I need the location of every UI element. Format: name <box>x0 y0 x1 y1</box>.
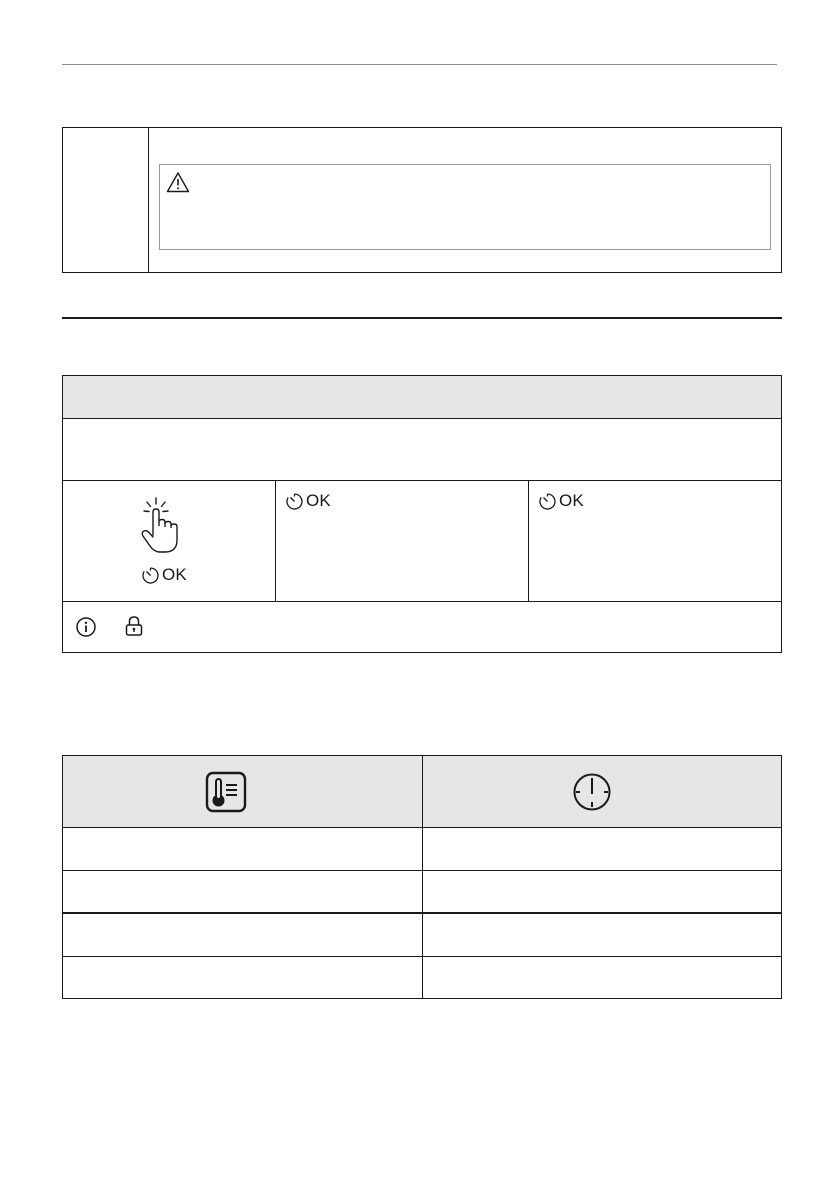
clock-icon <box>572 772 612 812</box>
timer-ok-label: OK <box>538 491 584 511</box>
info-icon <box>75 616 97 638</box>
top-rule <box>62 64 777 65</box>
timer-ok-label: OK <box>285 491 331 511</box>
steps-table-step-row <box>63 481 781 602</box>
column-divider <box>148 128 149 272</box>
section-rule <box>62 317 782 319</box>
touch-hand-icon <box>138 497 180 555</box>
table-row <box>63 871 781 914</box>
warning-triangle-icon <box>166 171 190 193</box>
timer-icon <box>285 492 304 511</box>
steps-table-description-row <box>63 419 781 481</box>
steps-table-header <box>63 376 781 419</box>
lock-icon <box>124 615 144 637</box>
timer-ok-label: OK <box>141 565 187 585</box>
cell-divider <box>528 481 529 601</box>
settings-table <box>62 755 782 999</box>
steps-table <box>62 375 782 653</box>
table-row <box>63 957 781 1000</box>
warning-table <box>62 127 782 273</box>
warning-box <box>159 164 771 250</box>
cell-divider <box>275 481 276 601</box>
table-row <box>63 828 781 871</box>
thermometer-display-icon <box>205 771 247 813</box>
steps-table-note-row <box>63 602 781 652</box>
table-row <box>63 914 781 957</box>
timer-icon <box>141 566 160 585</box>
timer-icon <box>538 492 557 511</box>
